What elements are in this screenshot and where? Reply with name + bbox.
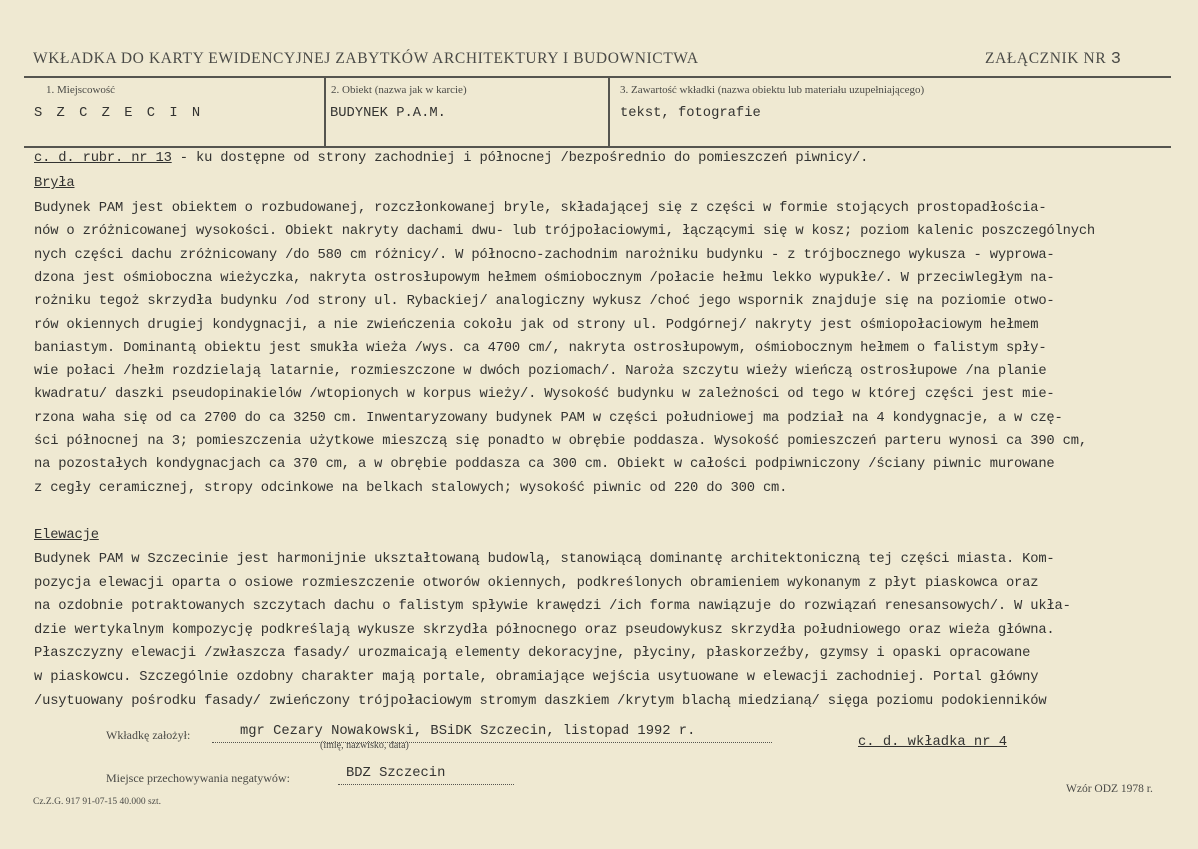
- attachment-label: [985, 50, 1122, 69]
- field-contents-value: tekst, fotografie: [620, 106, 761, 121]
- continuation-ref: c. d. rubr. nr 13: [34, 151, 172, 166]
- negatives-dotted-line: [338, 784, 514, 785]
- continued-in: c. d. wkładka nr 4: [858, 735, 1008, 750]
- bryla-line: dzona jest ośmioboczna wieżyczka, nakryta ostrosłupowym hełmem ośmiobocznym /połacie hełmu lekko wypukłe/. W przeciwległym na-: [34, 270, 1055, 286]
- bryla-line: na pozostałych kondygnacjach ca 370 cm, a w obrębie poddasza ca 300 cm. Obiekt w całości podpiwniczony /ściany piwnic murowane: [34, 457, 1055, 473]
- author-value: mgr Cezary Nowakowski, BSiDK Szczecin, listopad 1992 r.: [240, 724, 696, 739]
- bryla-line: z cegły ceramicznej, stropy odcinkowe na belkach stalowych; wysokość piwnic od 220 do 300 cm.: [34, 480, 788, 496]
- bryla-line: baniastym. Dominantą obiektu jest smukła wieża /wys. ca 4700 cm/, nakryta ostrosłupowym, ośmiobocznym hełmem o falistym spły-: [34, 340, 1047, 356]
- field-object-label: 2. Obiekt (nazwa jak w karcie): [331, 84, 467, 96]
- bryla-line: Budynek PAM jest obiektem o rozbudowanej, rozczłonkowanej bryle, składającej się z części w formie stojących prostopadłościa-: [34, 201, 1047, 216]
- bryla-line: kwadratu/ daszki pseudopinakielów /wtopionych w korpus wieży/. Wysokość budynku w zależności od tego w której części jest mie-: [34, 387, 1055, 403]
- box-divider-2: [608, 76, 610, 147]
- bryla-line: rzona waha się od ca 2700 do ca 3250 cm. Inwentaryzowany budynek PAM w części południowej ma podział na 4 kondygnacje, a w czę-: [34, 410, 1063, 426]
- bryla-line: rożniku tegoż skrzydła budynku /od strony ul. Rybackiej/ analogiczny wykusz /choć jego wspornik znajduje się na poziomie otwo-: [34, 294, 1055, 310]
- attachment-label-text: ZAŁĄCZNIK NR: [985, 50, 1107, 67]
- elewacje-line: Płaszczyzny elewacji /zwłaszcza fasady/ urozmaicają elementy dekoracyjne, płyciny, płaskorzeźby, gzymsy i opaski opracowane: [34, 646, 1031, 662]
- form-code: Wzór ODZ 1978 r.: [1066, 783, 1153, 795]
- elewacje-line: na ozdobnie potraktowanych szczytach dachu o falistym spływie krawędzi /ich forma nawiązuje do rozwiązań renesansowych/. W ukła-: [34, 599, 1071, 615]
- box-bottom-line: [24, 146, 1171, 148]
- elewacje-line: dzie wertykalnym kompozycję podkreślają wykusze skrzydła północnego oraz pseudowykusz skrzydła południowego oraz wieża główna.: [34, 622, 1055, 638]
- field-contents-label: 3. Zawartość wkładki (nazwa obiektu lub materiału uzupełniającego): [620, 84, 925, 96]
- field-place-label: 1. Miejscowość: [46, 84, 116, 96]
- attachment-number: 3: [1110, 50, 1122, 69]
- author-label: Wkładkę założył:: [106, 728, 191, 742]
- continuation-line: [34, 151, 868, 166]
- continuation-text: - ku dostępne od strony zachodniej i północnej /bezpośrednio do pomieszczeń piwnicy/.: [171, 151, 869, 166]
- bryla-line: rów okiennych drugiej kondygnacji, a nie zwieńczenia cokołu jak od strony ul. Podgórnej/ nakryty jest ośmiopołaciowym hełmem: [34, 317, 1039, 333]
- box-top-line: [24, 76, 1171, 78]
- heading-elewacje: Elewacje: [34, 528, 99, 543]
- elewacje-line: pozycja elewacji oparta o osiowe rozmieszczenie otworów okiennych, podkreślonych obramieniem wykonanym z płyt piaskowca oraz: [34, 575, 1039, 591]
- bryla-line: wie połaci /hełm rozdzielają latarnie, rozmieszczone w dwóch poziomach/. Naroża szczytu wieży wieńczą ostrosłupowe /na planie: [34, 364, 1047, 380]
- bryla-line: nów o zróżnicowanej wysokości. Obiekt nakryty dachami dwu- lub trójpołaciowymi, łączącymi się w kosz; poziom kalenic poszczególnych: [34, 224, 1096, 240]
- bryla-line: ści północnej na 3; pomieszczenia użytkowe mieszczą się ponadto w obrębie poddasza. Wysokość pomieszczeń parteru wynosi ca 390 cm,: [34, 434, 1087, 449]
- negatives-value: BDZ Szczecin: [346, 766, 446, 781]
- box-divider-1: [324, 76, 326, 147]
- heading-bryla: Bryła: [34, 176, 75, 191]
- print-info: Cz.Z.G. 917 91-07-15 40.000 szt.: [33, 797, 161, 807]
- elewacje-line: Budynek PAM w Szczecinie jest harmonijnie ukształtowaną budowlą, stanowiącą dominantę architektoniczną tej części miasta. Kom-: [34, 552, 1055, 567]
- card-title: WKŁADKA DO KARTY EWIDENCYJNEJ ZABYTKÓW ARCHITEKTURY I BUDOWNICTWA: [33, 50, 699, 67]
- bryla-line: nych części dachu zróżnicowany /do 580 cm różnicy/. W północno-zachodnim narożniku budynku - z trójbocznego wykusza - wyprowa-: [34, 247, 1055, 263]
- author-hint: (imię, nazwisko, data): [320, 740, 409, 751]
- field-object-value: BUDYNEK P.A.M.: [330, 106, 446, 121]
- elewacje-line: w piaskowcu. Szczególnie ozdobny charakter mają portale, obramiające wejścia usytuowane w elewacji zachodniej. Portal główny: [34, 670, 1039, 685]
- author-dotted-line: [212, 742, 772, 743]
- elewacje-line: /usytuowany pośrodku fasady/ zwieńczony trójpołaciowym stromym daszkiem /krytym blachą miedzianą/ sięga poziomu podokienników: [34, 693, 1047, 709]
- negatives-label: Miejsce przechowywania negatywów:: [106, 771, 290, 785]
- field-place-value: S Z C Z E C I N: [34, 106, 204, 121]
